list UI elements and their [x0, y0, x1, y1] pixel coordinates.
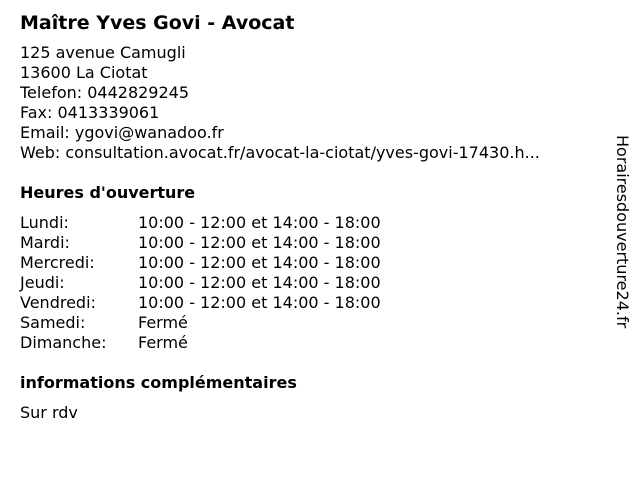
- hours-time: 10:00 - 12:00 et 14:00 - 18:00: [138, 213, 381, 232]
- hours-row-friday: [20, 293, 600, 313]
- hours-day: Lundi:: [20, 213, 69, 232]
- phone-number: Telefon: 0442829245: [20, 83, 190, 102]
- hours-time: 10:00 - 12:00 et 14:00 - 18:00: [138, 293, 381, 312]
- opening-hours-table: [20, 213, 600, 353]
- hours-row-tuesday: [20, 233, 600, 253]
- email-address: Email: ygovi@wanadoo.fr: [20, 123, 224, 142]
- fax-number: Fax: 0413339061: [20, 103, 160, 122]
- hours-day: Mardi:: [20, 233, 70, 252]
- hours-row-monday: [20, 213, 600, 233]
- address-street: 125 avenue Camugli: [20, 43, 186, 62]
- hours-day: Mercredi:: [20, 253, 95, 272]
- hours-row-saturday: [20, 313, 600, 333]
- hours-time: 10:00 - 12:00 et 14:00 - 18:00: [138, 233, 381, 252]
- hours-day: Jeudi:: [20, 273, 65, 292]
- address-city: 13600 La Ciotat: [20, 63, 148, 82]
- site-watermark-label: Horairesdouverture24.fr: [613, 135, 632, 329]
- opening-hours-heading: Heures d'ouverture: [20, 183, 196, 202]
- additional-info-text: Sur rdv: [20, 403, 78, 422]
- hours-time: 10:00 - 12:00 et 14:00 - 18:00: [138, 253, 381, 272]
- website-link[interactable]: Web: consultation.avocat.fr/avocat-la-ciotat/yves-govi-17430.h...: [20, 143, 540, 162]
- hours-time: 10:00 - 12:00 et 14:00 - 18:00: [138, 273, 381, 292]
- hours-time: Fermé: [138, 313, 188, 332]
- additional-info-heading: informations complémentaires: [20, 373, 297, 392]
- hours-day: Samedi:: [20, 313, 86, 332]
- hours-row-thursday: [20, 273, 600, 293]
- hours-time: Fermé: [138, 333, 188, 352]
- contact-details: [20, 43, 600, 163]
- hours-day: Dimanche:: [20, 333, 107, 352]
- hours-row-sunday: [20, 333, 600, 353]
- page-title: Maître Yves Govi - Avocat: [20, 12, 295, 34]
- business-card: [20, 10, 600, 423]
- hours-day: Vendredi:: [20, 293, 96, 312]
- hours-row-wednesday: [20, 253, 600, 273]
